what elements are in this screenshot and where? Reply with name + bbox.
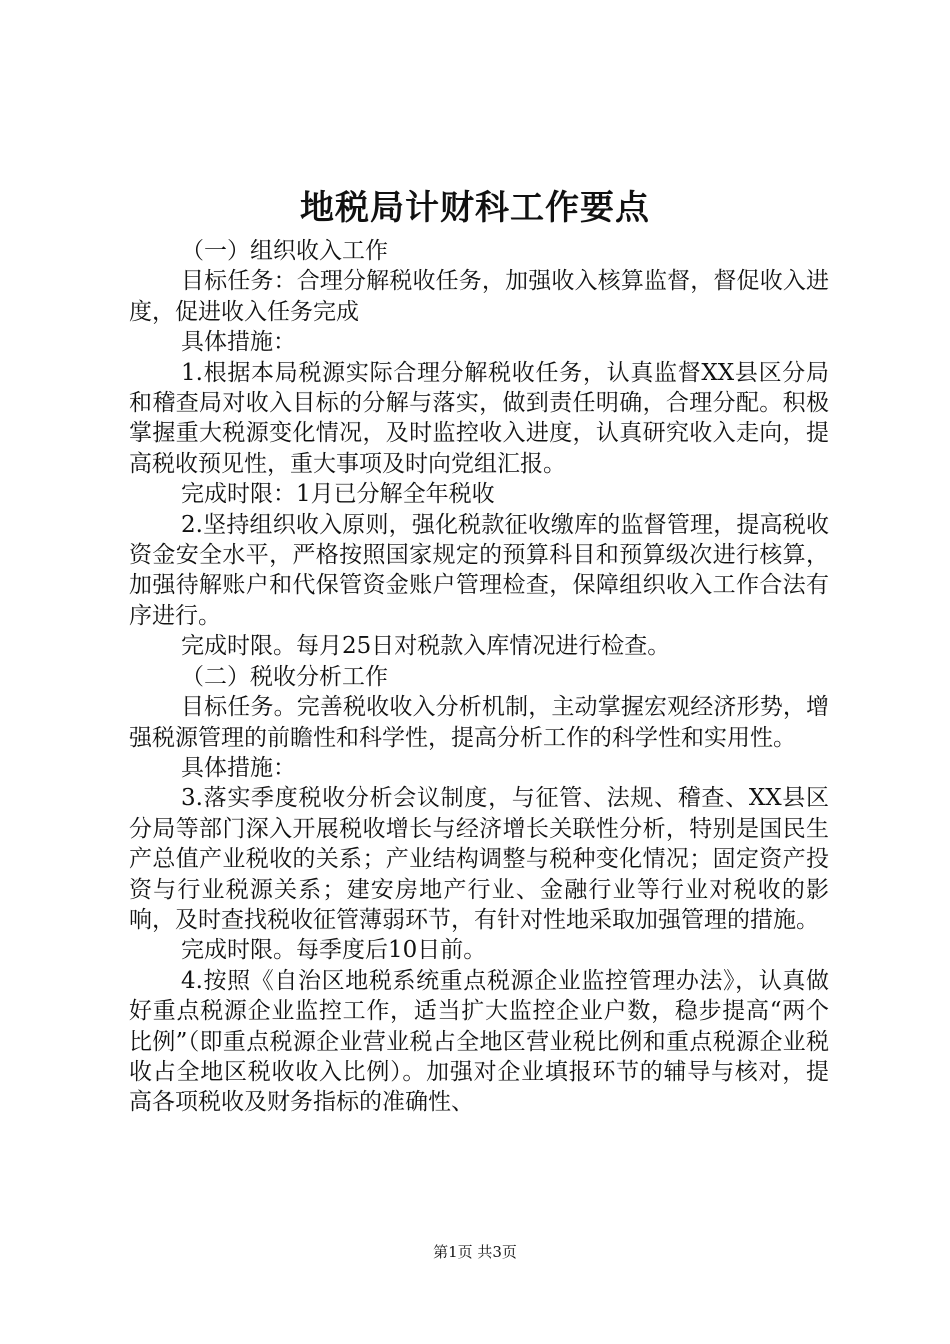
paragraph: 2.坚持组织收入原则，强化税款征收缴库的监督管理，提高税收资金安全水平，严格按照国家规定的预算科目和预算级次进行核算，加强待解账户和代保管资金账户管理检查，保障组织收入工作合法有序进行。 [129, 511, 829, 629]
paragraph: 具体措施： [181, 754, 296, 781]
paragraph: 4.按照《自治区地税系统重点税源企业监控管理办法》，认真做好重点税源企业监控工作，适当扩大监控企业户数，稳步提高“两个比例”（即重点税源企业营业税占全地区营业税比例和重点税源企业税收占全地区税收收入比例）。加强对企业填报环节的辅导与核对，提高各项税收及财务指标的准确性、 [129, 967, 829, 1116]
document-title: 地税局计财科工作要点 [300, 188, 650, 228]
paragraph: 完成时限：1月已分解全年税收 [181, 481, 495, 508]
document-body [129, 236, 829, 1118]
paragraph: 目标任务：合理分解税收任务，加强收入核算监督，督促收入进度，促进收入任务完成 [129, 268, 829, 325]
paragraph: 具体措施： [181, 329, 296, 356]
paragraph: 3.落实季度税收分析会议制度，与征管、法规、稽查、XX县区分局等部门深入开展税收增长与经济增长关联性分析，特别是国民生产总值产业税收的关系；产业结构调整与税种变化情况；固定资产投资与行业税源关系；建安房地产行业、金融行业等行业对税收的影响，及时查找税收征管薄弱环节，有针对性地采取加强管理的措施。 [129, 785, 829, 933]
paragraph: 目标任务。完善税收收入分析机制，主动掌握宏观经济形势，增强税源管理的前瞻性和科学性，提高分析工作的科学性和实用性。 [129, 694, 829, 751]
paragraph: 1.根据本局税源实际合理分解税收任务，认真监督XX县区分局和稽查局对收入目标的分解与落实，做到责任明确，合理分配。积极掌握重大税源变化情况，及时监控收入进度，认真研究收入走向，提高税收预见性，重大事项及时向党组汇报。 [129, 359, 829, 477]
page-footer: 第1页 共3页 [433, 1243, 517, 1261]
paragraph: 完成时限。每月25日对税款入库情况进行检查。 [181, 633, 671, 660]
section-heading: （二）税收分析工作 [181, 663, 388, 690]
section-heading: （一）组织收入工作 [181, 238, 388, 264]
paragraph: 完成时限。每季度后10日前。 [181, 937, 487, 964]
